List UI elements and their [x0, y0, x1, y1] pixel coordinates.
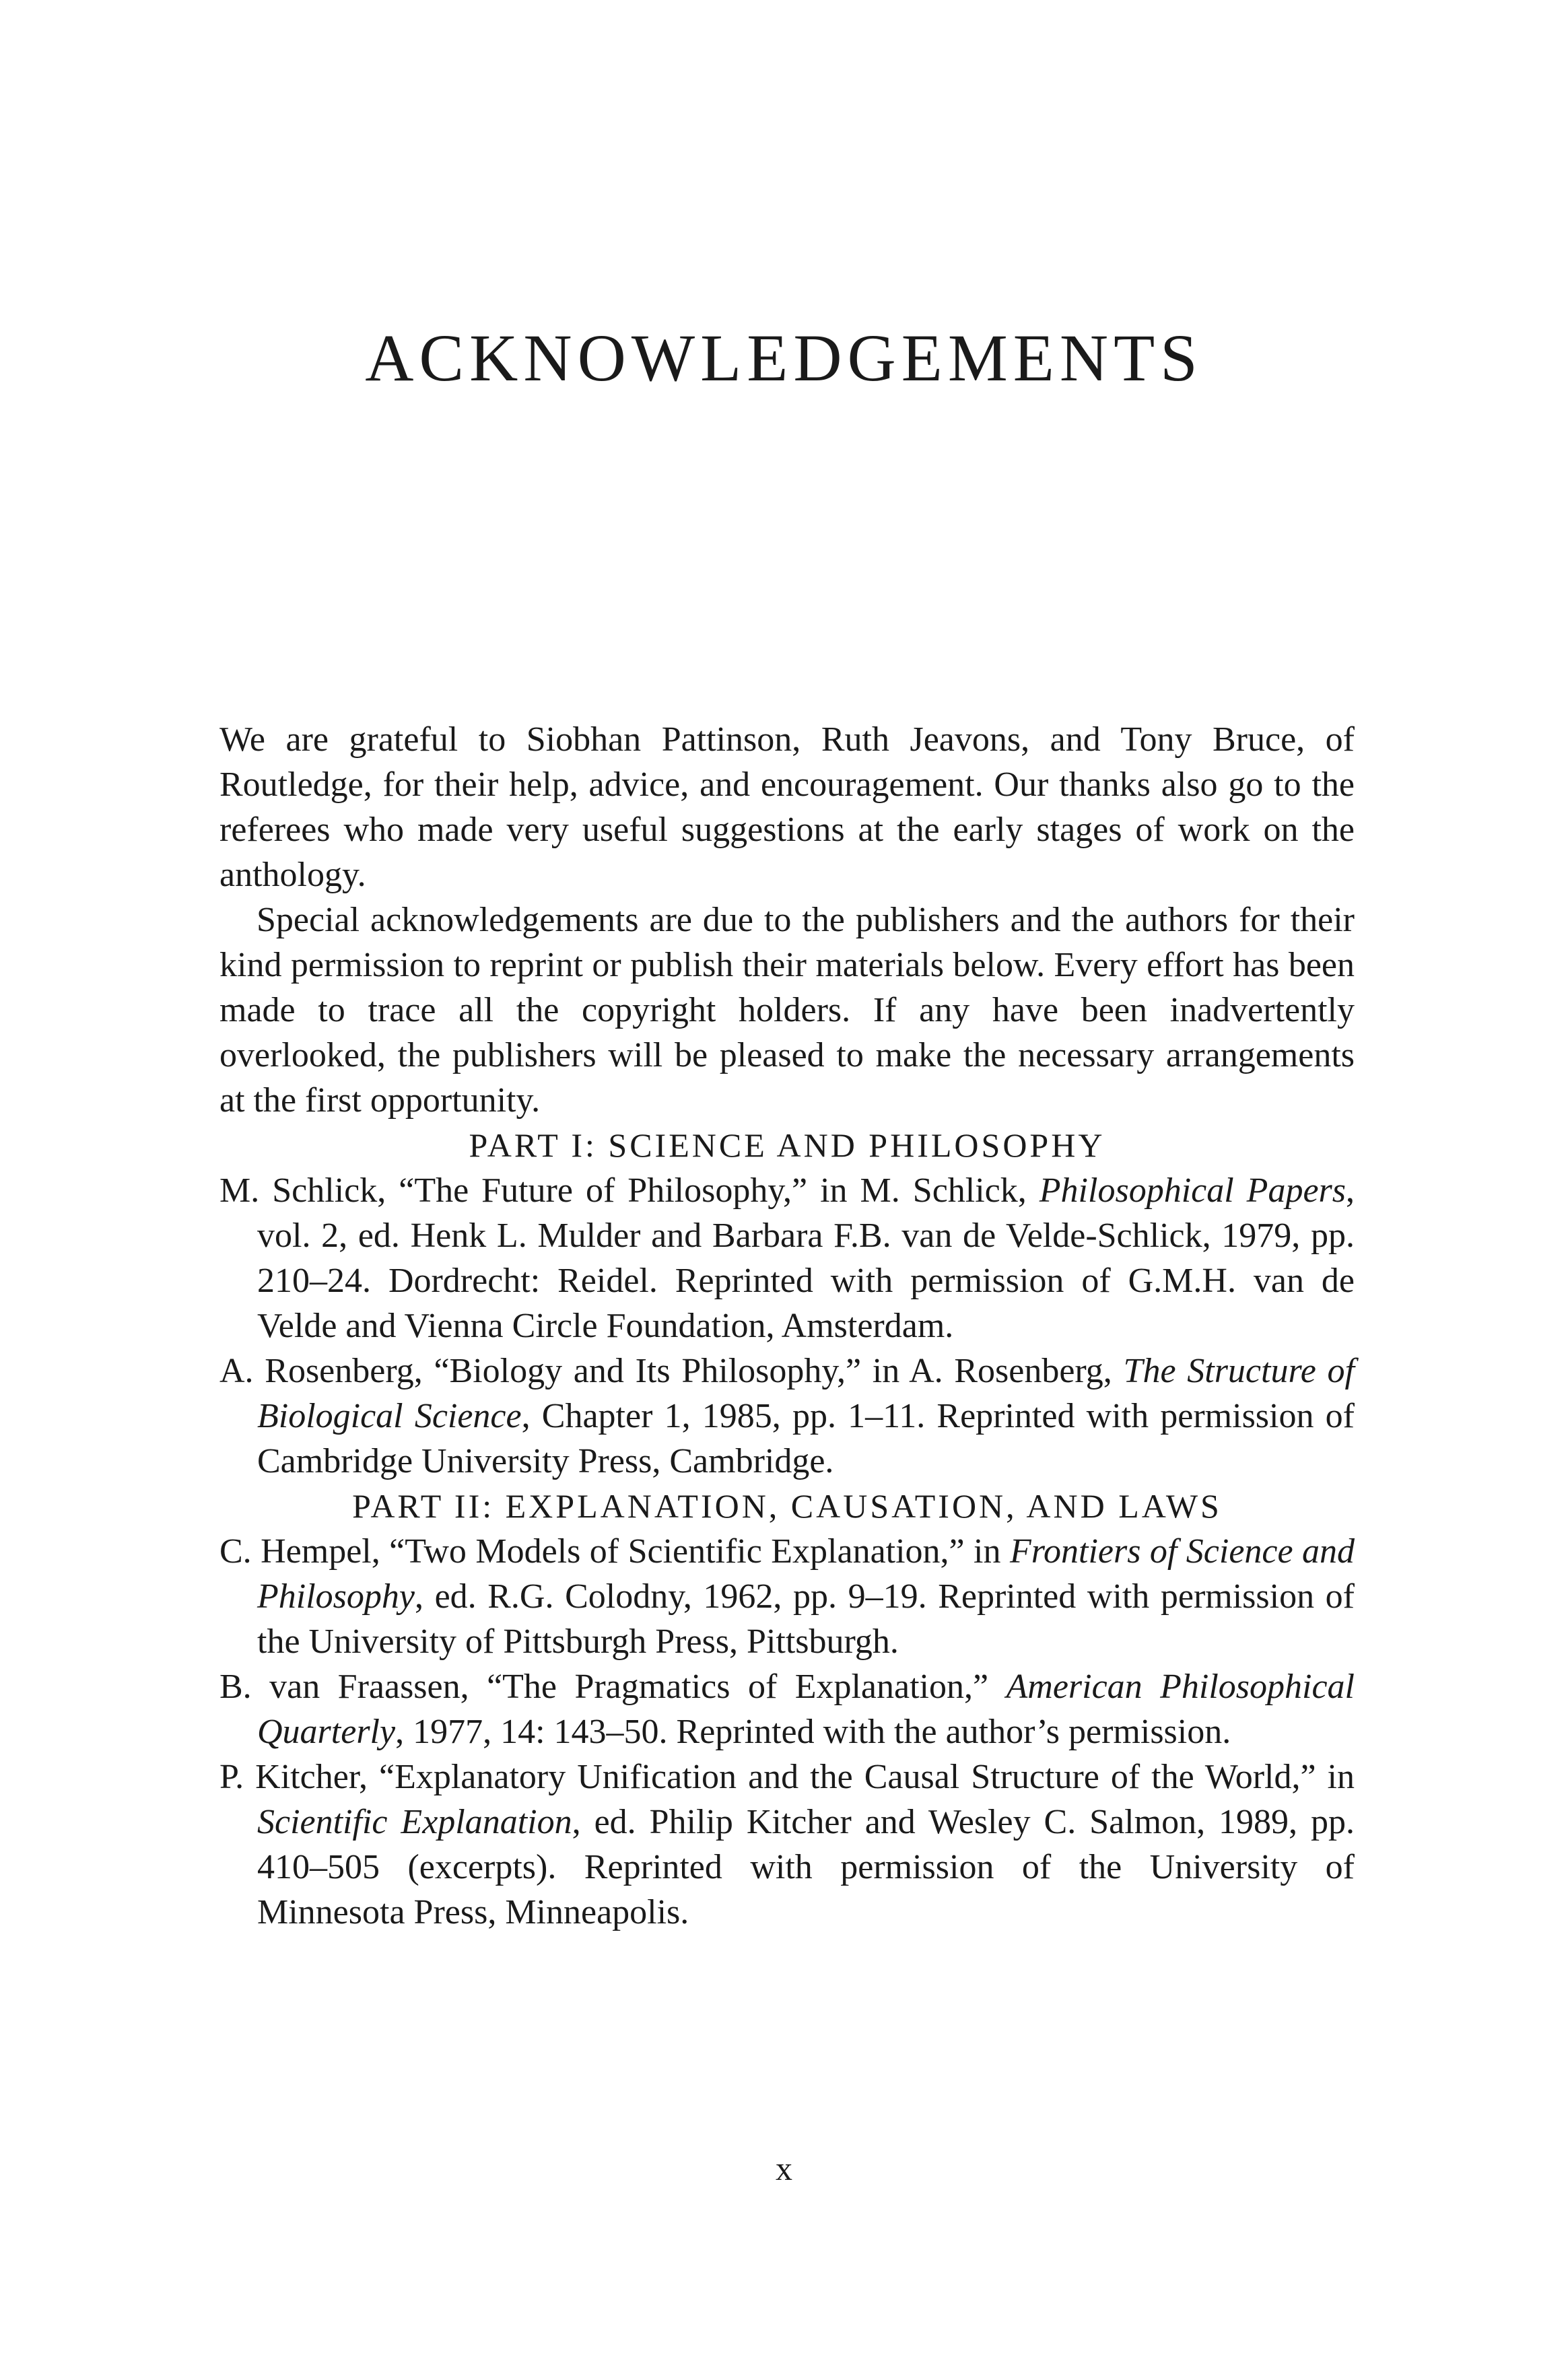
- page-number: x: [776, 2150, 792, 2187]
- citation-text: A. Rosenberg, “Biology and Its Philosophy,” in A. Rosenberg,: [219, 1352, 1124, 1390]
- citation-title: The Structure of Biological Science: [257, 1352, 1355, 1435]
- citation-text: M. Schlick, “The Future of Philosophy,” in M. Schlick,: [219, 1171, 1039, 1210]
- citation-title: Frontiers of Science and Philosophy: [257, 1532, 1355, 1616]
- part-1-section: [219, 1123, 1355, 1484]
- page-title: ACKNOWLEDGEMENTS: [365, 320, 1203, 395]
- acknowledgements-body: [219, 717, 1355, 1935]
- citation-details: , 1977, 14: 143–50. Reprinted with the author’s permission.: [395, 1713, 1231, 1751]
- citation-text: P. Kitcher, “Explanatory Unification and the Causal Structure of the World,” in: [219, 1758, 1355, 1796]
- citation-entry: [219, 1168, 1355, 1348]
- citation-details: , vol. 2, ed. Henk L. Mulder and Barbara F.B. van de Velde-Schlick, 1979, pp. 210–24. Dordrecht: Reidel. Reprinted with permission of G.M.H. van de Velde and Vienna Circle Foundation, Amsterdam.: [257, 1171, 1355, 1345]
- citation-title: American Philosophical Quarterly: [257, 1668, 1355, 1751]
- citation-details: , Chapter 1, 1985, pp. 1–11. Reprinted with permission of Cambridge University Press, Cambridge.: [257, 1397, 1355, 1480]
- part-2-section: [219, 1484, 1355, 1935]
- intro-paragraph-2: Special acknowledgements are due to the publishers and the authors for their kind permission to reprint or publish their materials below. Every effort has been made to trace all the copyright holders. If any have been inadvertently overlooked, the publishers will be pleased to make the necessary arrangements at the first opportunity.: [219, 901, 1355, 1120]
- part-1-heading: PART I: SCIENCE AND PHILOSOPHY: [469, 1126, 1105, 1164]
- citation-entry: [219, 1529, 1355, 1664]
- citation-title: Scientific Explanation: [257, 1803, 572, 1841]
- citation-title: Philosophical Papers: [1039, 1171, 1346, 1210]
- intro-paragraph-1: We are grateful to Siobhan Pattinson, Ruth Jeavons, and Tony Bruce, of Routledge, for their help, advice, and encouragement. Our thanks also go to the referees who made very useful suggestions at the early stages of work on the anthology.: [219, 720, 1355, 894]
- citation-entry: [219, 1664, 1355, 1754]
- citation-entry: [219, 1348, 1355, 1484]
- citation-details: , ed. Philip Kitcher and Wesley C. Salmon, 1989, pp. 410–505 (excerpts). Reprinted with permission of the University of Minnesota Press, Minneapolis.: [257, 1803, 1355, 1931]
- citation-text: B. van Fraassen, “The Pragmatics of Explanation,”: [219, 1668, 1007, 1706]
- citation-entry: [219, 1754, 1355, 1935]
- citation-text: C. Hempel, “Two Models of Scientific Explanation,” in: [219, 1532, 1010, 1571]
- part-2-heading: PART II: EXPLANATION, CAUSATION, AND LAWS: [352, 1487, 1222, 1525]
- citation-details: , ed. R.G. Colodny, 1962, pp. 9–19. Reprinted with permission of the University of Pittsburgh Press, Pittsburgh.: [257, 1577, 1355, 1661]
